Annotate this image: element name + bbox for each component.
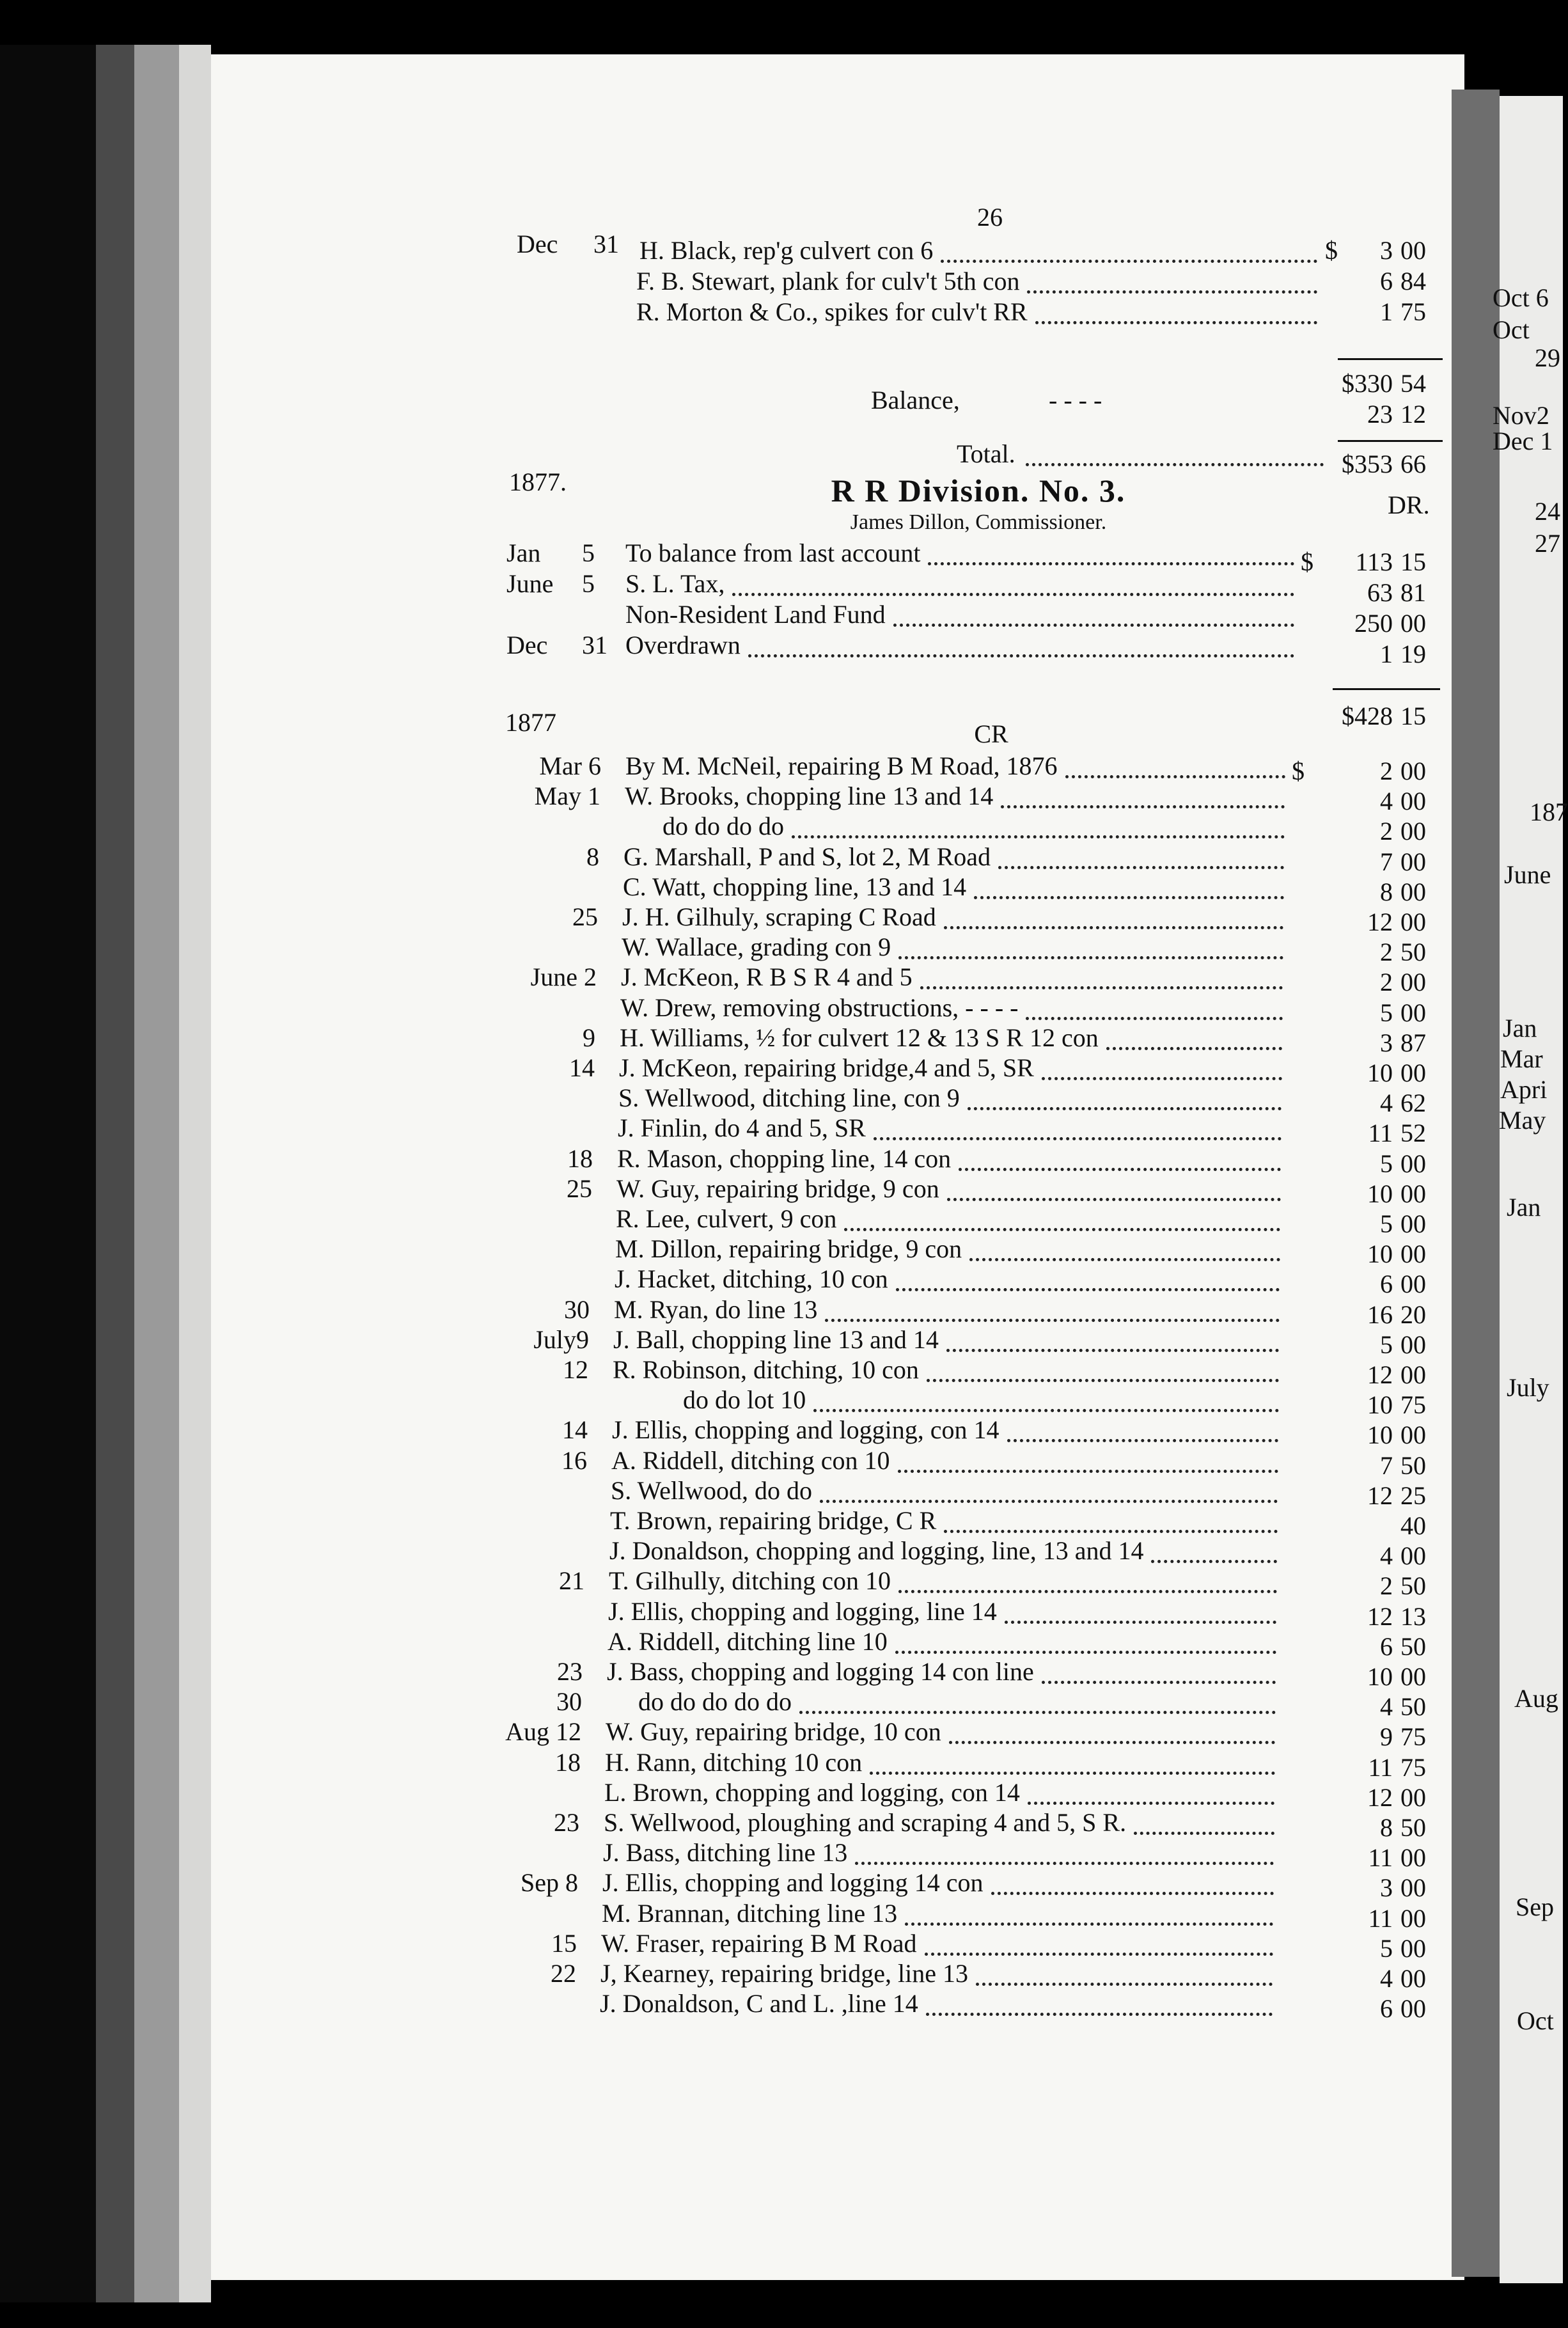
debit-total-cents: 15: [1400, 702, 1426, 730]
ledger-entry-text: S. Wellwood, ditching line, con 9: [618, 1083, 960, 1112]
facing-page-fragment: Jan: [1507, 1193, 1541, 1222]
amount-cents: 50: [1400, 938, 1426, 966]
amount-dollars: 113: [1355, 547, 1393, 576]
facing-page-fragment: Nov2: [1493, 401, 1549, 430]
amount-cents: 00: [1400, 1209, 1426, 1238]
amount-dollars: 2: [1380, 1571, 1393, 1600]
amount-cents: 00: [1400, 1662, 1426, 1691]
page-number: 26: [977, 203, 1003, 232]
amount-dollars: 3: [1380, 236, 1393, 265]
sum-rule: [1333, 688, 1440, 690]
amount-dollars: 8: [1380, 877, 1393, 906]
amount-cents: 00: [1400, 1179, 1426, 1208]
amount-cents: 52: [1400, 1119, 1426, 1147]
amount-dollars: 10: [1367, 1058, 1393, 1087]
entry-date: 23: [554, 1808, 579, 1837]
amount-dollars: 11: [1368, 1843, 1393, 1872]
ledger-entry-text: R. Robinson, ditching, 10 con: [613, 1355, 919, 1384]
amount-dollars: 5: [1380, 1330, 1393, 1359]
subtotal-cents: 54: [1400, 369, 1426, 398]
ledger-entry-text: S. Wellwood, ploughing and scraping 4 and 5, S R.: [604, 1808, 1127, 1837]
debit-total-dollars: $428: [1342, 702, 1393, 730]
entry-date-month: Dec: [517, 230, 558, 258]
amount-dollars: 3: [1380, 1028, 1393, 1057]
amount-dollars: 6: [1380, 1994, 1393, 2023]
amount-dollars: 12: [1367, 1602, 1393, 1631]
ledger-entry-text: W. Guy, repairing bridge, 10 con: [606, 1717, 941, 1746]
dot-leader: [944, 1530, 1278, 1533]
amount-dollars: 250: [1354, 609, 1393, 638]
ledger-entry-text: J. Ellis, chopping and logging, con 14: [612, 1415, 1000, 1444]
amount-cents: 00: [1400, 1843, 1426, 1872]
amount-cents: 00: [1400, 1873, 1426, 1902]
amount-cents: 00: [1400, 1904, 1426, 1933]
ledger-entry-text: W. Fraser, repairing B M Road: [601, 1929, 917, 1958]
amount-dollars: 11: [1368, 1119, 1393, 1147]
ledger-entry-text: H. Black, rep'g culvert con 6: [639, 236, 934, 265]
amount-cents: 00: [1400, 1270, 1426, 1298]
ledger-entry-text: H. Williams, ½ for culvert 12 & 13 S R 12 con: [620, 1023, 1099, 1052]
amount-dollars: 6: [1380, 1632, 1393, 1661]
facing-page-fragment: Oct: [1493, 315, 1530, 344]
ledger-entry-text: A. Riddell, ditching line 10: [608, 1627, 888, 1656]
amount-cents: 00: [1400, 757, 1426, 785]
ledger-entry-text: R. Morton & Co., spikes for culv't RR: [636, 297, 1028, 326]
amount-dollars: 7: [1380, 847, 1393, 876]
ledger-entry-text: J. McKeon, repairing bridge,4 and 5, SR: [619, 1053, 1034, 1082]
entry-date: 30: [564, 1295, 590, 1324]
amount-cents: 00: [1400, 1783, 1426, 1812]
entry-date: Sep 8: [521, 1868, 578, 1897]
amount-dollars: 6: [1380, 1270, 1393, 1298]
amount-dollars: 5: [1380, 1149, 1393, 1178]
amount-cents: 25: [1400, 1481, 1426, 1510]
total-dollars: $353: [1342, 450, 1393, 478]
ledger-entry-text: J. Hacket, ditching, 10 con: [615, 1264, 888, 1293]
facing-page-fragment: 29: [1535, 343, 1560, 372]
commissioner: James Dillon, Commissioner.: [850, 510, 1107, 534]
dr-label: DR.: [1388, 491, 1430, 519]
amount-dollars: 8: [1380, 1813, 1393, 1842]
amount-cents: 84: [1400, 267, 1426, 295]
entry-date-month: Dec: [506, 631, 548, 659]
entry-date: 30: [556, 1687, 582, 1716]
amount-cents: 81: [1400, 578, 1426, 607]
ledger-entry-text: W. Guy, repairing bridge, 9 con: [616, 1174, 939, 1203]
ledger-entry-text: J. Bass, ditching line 13: [603, 1838, 848, 1867]
amount-dollars: 7: [1380, 1451, 1393, 1480]
division-year: 1877.: [509, 468, 567, 496]
ledger-entry-text: M. Brannan, ditching line 13: [602, 1899, 898, 1928]
amount-cents: 75: [1400, 1390, 1426, 1419]
amount-dollars: 5: [1380, 1209, 1393, 1238]
ledger-entry-text: J. Donaldson, C and L. ,line 14: [600, 1989, 918, 2018]
entry-date: May 1: [534, 782, 600, 810]
entry-date: 21: [559, 1566, 584, 1595]
ledger-entry-text: Overdrawn: [625, 631, 741, 659]
ledger-entry-text: R. Lee, culvert, 9 con: [616, 1204, 837, 1233]
amount-cents: 50: [1400, 1692, 1426, 1721]
amount-dollars: 2: [1380, 968, 1393, 996]
amount-dollars: 4: [1380, 1541, 1393, 1570]
amount-dollars: 12: [1367, 1783, 1393, 1812]
sum-rule: [1338, 358, 1443, 360]
facing-page-fragment: Oct 6: [1493, 283, 1549, 312]
entry-date: 25: [567, 1174, 592, 1203]
ledger-entry-text: G. Marshall, P and S, lot 2, M Road: [623, 842, 991, 871]
amount-dollars: 16: [1367, 1300, 1393, 1329]
amount-cents: 87: [1400, 1028, 1426, 1057]
total-cents: 66: [1400, 450, 1426, 478]
ledger-entry-text: T. Brown, repairing bridge, C R: [610, 1506, 937, 1535]
facing-page-fragment: Jan: [1503, 1014, 1537, 1042]
amount-cents: 00: [1400, 1330, 1426, 1359]
amount-cents: 00: [1400, 787, 1426, 815]
total-label: Total.: [957, 439, 1015, 468]
ledger-entry-text: J, Kearney, repairing bridge, line 13: [600, 1959, 968, 1988]
cr-label: CR: [974, 720, 1008, 748]
amount-dollars: 6: [1380, 267, 1393, 295]
amount-cents: 00: [1400, 1058, 1426, 1087]
ledger-entry-text: W. Brooks, chopping line 13 and 14: [625, 782, 994, 810]
ledger-entry-text: J. Ellis, chopping and logging, line 14: [608, 1597, 997, 1626]
facing-page-fragment: Apri: [1500, 1075, 1548, 1104]
amount-dollars: 4: [1380, 1964, 1393, 1993]
entry-date: 14: [569, 1053, 595, 1082]
amount-cents: 00: [1400, 1360, 1426, 1389]
ledger-entry-text: J. H. Gilhuly, scraping C Road: [622, 902, 936, 931]
dollar-sign: $: [1325, 236, 1338, 265]
ledger-entry-text: J. Ball, chopping line 13 and 14: [613, 1325, 939, 1354]
amount-cents: 00: [1400, 908, 1426, 936]
facing-page-fragment: Sep: [1516, 1892, 1554, 1921]
entry-date-day: 5: [582, 569, 595, 598]
amount-cents: 00: [1400, 998, 1426, 1027]
amount-dollars: 1: [1380, 640, 1393, 668]
amount-cents: 00: [1400, 1541, 1426, 1570]
entry-date: 8: [586, 842, 599, 871]
balance-dashes: - - - -: [1049, 386, 1102, 414]
entry-date: 22: [551, 1959, 576, 1988]
entry-date-month: Jan: [506, 539, 541, 567]
amount-cents: 75: [1400, 1753, 1426, 1782]
amount-cents: 50: [1400, 1571, 1426, 1600]
ledger-entry-text: W. Wallace, grading con 9: [622, 932, 891, 961]
facing-page-fragment: May: [1499, 1106, 1546, 1135]
amount-dollars: 5: [1380, 998, 1393, 1027]
amount-dollars: 2: [1380, 757, 1393, 785]
amount-cents: 50: [1400, 1813, 1426, 1842]
amount-cents: 00: [1400, 609, 1426, 638]
facing-page-fragment: 187: [1530, 798, 1568, 826]
ledger-entry-text: M. Ryan, do line 13: [614, 1295, 818, 1324]
amount-dollars: 10: [1367, 1390, 1393, 1419]
debit-total-year: 1877: [505, 708, 556, 737]
ledger-entry-text: do do do do: [662, 812, 784, 840]
facing-page-fragment: Aug: [1514, 1684, 1558, 1713]
facing-page-fragment: 24: [1535, 497, 1560, 526]
ledger-entry-text: J. Donaldson, chopping and logging, line, 13 and 14: [609, 1536, 1144, 1565]
entry-date: Aug 12: [505, 1717, 581, 1746]
amount-cents: 50: [1400, 1632, 1426, 1661]
amount-cents: 13: [1400, 1602, 1426, 1631]
ledger-entry-text: S. L. Tax,: [625, 569, 725, 598]
ledger-entry-text: R. Mason, chopping line, 14 con: [617, 1144, 952, 1173]
amount-dollars: 3: [1380, 1873, 1393, 1902]
amount-cents: 75: [1400, 297, 1426, 326]
amount-dollars: 12: [1367, 908, 1393, 936]
amount-dollars: 2: [1380, 938, 1393, 966]
entry-date-day: 31: [582, 631, 608, 659]
amount-cents: 00: [1400, 1420, 1426, 1449]
ledger-entry-text: J. Ellis, chopping and logging 14 con: [602, 1868, 984, 1897]
amount-dollars: 10: [1367, 1179, 1393, 1208]
amount-dollars: 63: [1367, 578, 1393, 607]
amount-dollars: 12: [1367, 1360, 1393, 1389]
sum-rule: [1338, 440, 1443, 442]
dollar-sign: $: [1292, 757, 1305, 785]
entry-date-day: 31: [593, 230, 619, 258]
facing-page-fragment: Oct: [1517, 2006, 1554, 2035]
amount-cents: 00: [1400, 968, 1426, 996]
entry-date: 14: [562, 1415, 588, 1444]
entry-date: 18: [555, 1748, 581, 1777]
ledger-entry-text: C. Watt, chopping line, 13 and 14: [623, 872, 967, 901]
amount-cents: 40: [1400, 1511, 1426, 1540]
facing-page-fragment: Dec 1: [1493, 427, 1553, 455]
ledger-entry-text: L. Brown, chopping and logging, con 14: [604, 1778, 1020, 1807]
amount-dollars: 4: [1380, 1089, 1393, 1117]
entry-date: 12: [563, 1355, 588, 1384]
amount-cents: 19: [1400, 640, 1426, 668]
amount-dollars: 2: [1380, 817, 1393, 845]
ledger-entry-text: M. Dillon, repairing bridge, 9 con: [615, 1234, 962, 1263]
entry-date: 9: [583, 1023, 595, 1052]
ledger-entry-text: A. Riddell, ditching con 10: [611, 1446, 890, 1475]
amount-cents: 00: [1400, 1239, 1426, 1268]
amount-cents: 00: [1400, 817, 1426, 845]
ledger-entry-text: J. Finlin, do 4 and 5, SR: [618, 1113, 866, 1142]
ledger-entry-text: W. Drew, removing obstructions, - - - -: [620, 993, 1019, 1022]
amount-cents: 00: [1400, 877, 1426, 906]
entry-date: 25: [572, 902, 598, 931]
amount-dollars: 4: [1380, 787, 1393, 815]
facing-page-fragment: July: [1507, 1373, 1549, 1402]
balance-cents: 12: [1400, 400, 1426, 429]
balance-label: Balance,: [871, 386, 960, 414]
ledger-entry-text: To balance from last account: [625, 539, 921, 567]
entry-date: 15: [551, 1929, 577, 1958]
amount-dollars: 9: [1380, 1722, 1393, 1751]
amount-cents: 20: [1400, 1300, 1426, 1329]
amount-cents: 00: [1400, 1934, 1426, 1963]
ledger-entry-text: do do lot 10: [683, 1385, 806, 1414]
amount-cents: 00: [1400, 1994, 1426, 2023]
amount-cents: 50: [1400, 1451, 1426, 1480]
amount-cents: 15: [1400, 547, 1426, 576]
entry-date-month: June: [506, 569, 554, 598]
amount-dollars: 11: [1368, 1753, 1393, 1782]
ledger-entry-text: F. B. Stewart, plank for culv't 5th con: [636, 267, 1020, 295]
amount-dollars: 11: [1368, 1904, 1393, 1933]
amount-cents: 62: [1400, 1089, 1426, 1117]
amount-cents: 00: [1400, 1964, 1426, 1993]
entry-date: 18: [567, 1144, 593, 1173]
ledger-entry-text: Non-Resident Land Fund: [625, 600, 886, 629]
facing-page-fragment: June: [1504, 860, 1551, 889]
entry-date: 23: [557, 1657, 583, 1686]
amount-dollars: 10: [1367, 1662, 1393, 1691]
amount-cents: 00: [1400, 847, 1426, 876]
amount-dollars: 4: [1380, 1692, 1393, 1721]
entry-date: 16: [561, 1446, 587, 1475]
dollar-sign: $: [1301, 547, 1313, 576]
ledger-entry-text: T. Gilhully, ditching con 10: [609, 1566, 891, 1595]
amount-dollars: 1: [1380, 297, 1393, 326]
entry-date-day: 5: [582, 539, 595, 567]
amount-cents: 75: [1400, 1722, 1426, 1751]
amount-dollars: 10: [1367, 1239, 1393, 1268]
facing-page-fragment: 27: [1535, 529, 1560, 558]
amount-dollars: 5: [1380, 1934, 1393, 1963]
ledger-entry-text: By M. McNeil, repairing B M Road, 1876: [625, 751, 1058, 780]
facing-page-fragment: Mar: [1500, 1044, 1543, 1073]
amount-cents: 00: [1400, 1149, 1426, 1178]
entry-date: July9: [533, 1325, 589, 1354]
subtotal-dollars: $330: [1342, 369, 1393, 398]
amount-dollars: 12: [1367, 1481, 1393, 1510]
ledger-entry-text: H. Rann, ditching 10 con: [605, 1748, 863, 1777]
ledger-entry-text: J. Bass, chopping and logging 14 con line: [607, 1657, 1034, 1686]
ledger-entry-text: J. McKeon, R B S R 4 and 5: [621, 963, 913, 991]
entry-date: Mar 6: [539, 751, 601, 780]
division-title: R R Division. No. 3.: [831, 473, 1126, 508]
amount-dollars: 10: [1367, 1420, 1393, 1449]
ledger-entry-text: S. Wellwood, do do: [611, 1476, 812, 1505]
balance-dollars: 23: [1367, 400, 1393, 429]
entry-date: June 2: [530, 963, 597, 991]
ledger-entry-text: do do do do do: [638, 1687, 792, 1716]
amount-cents: 00: [1400, 236, 1426, 265]
